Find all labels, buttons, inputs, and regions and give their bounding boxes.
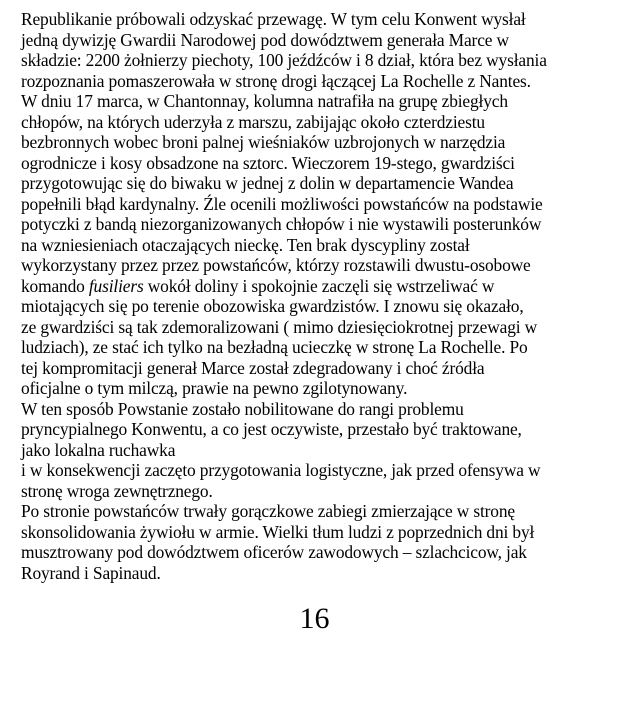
text-line: przygotowując się do biwaku w jednej z dolin w departamencie Wandea	[21, 173, 514, 193]
text-segment: komando	[21, 275, 89, 296]
text-line: Republikanie próbowali odzyskać przewagę. W tym celu Konwent wysłał	[21, 9, 526, 29]
text-line: jako lokalna ruchawka	[21, 439, 176, 460]
text-line: tej kompromitacji generał Marce został zdegradowany i choć źródła	[21, 357, 485, 378]
text-line: na wzniesieniach otaczających nieckę. Ten brak dyscypliny został	[21, 234, 470, 255]
page-number: 16	[299, 602, 330, 635]
text-line: miotających się po terenie obozowiska gwardzistów. I znowu się okazało,	[21, 296, 524, 316]
text-line: jedną dywizję Gwardii Narodowej pod dowództwem generała Marce w	[21, 29, 509, 50]
text-line: ogrodnicze i kosy obsadzone na sztorc. Wieczorem 19-stego, gwardziści	[21, 152, 515, 173]
text-line	[21, 276, 601, 297]
text-line: wykorzystany przez przez powstańców, którzy rozstawili dwustu-osobowe	[21, 255, 531, 275]
text-line: W ten sposób Powstanie zostało nobilitowane do rangi problemu	[21, 398, 464, 419]
text-line: musztrowany pod dowództwem oficerów zawodowych – szlachcicow, jak	[21, 542, 527, 562]
body-text	[21, 9, 601, 583]
text-line: potyczki z bandą niezorganizowanych chłopów i nie wystawili posterunków	[21, 214, 542, 234]
text-line: popełnili błąd kardynalny. Źle ocenili możliwości powstańców na podstawie	[21, 193, 543, 214]
text-line: oficjalne o tym milczą, prawie na pewno zgilotynowany.	[21, 378, 408, 398]
text-line: stronę wroga zewnętrznego.	[21, 480, 213, 501]
text-line: pryncypialnego Konwentu, a co jest oczywiste, przestało być traktowane,	[21, 419, 522, 439]
text-line: bezbronnych wobec broni palnej wieśniaków uzbrojonych w narzędzia	[21, 132, 506, 152]
text-line: rozpoznania pomaszerowała w stronę drogi łączącej La Rochelle z Nantes.	[21, 70, 531, 91]
text-line: W dniu 17 marca, w Chantonnay, kolumna natrafiła na grupę zbiegłych	[21, 91, 508, 111]
text-line: ludziach), ze stać ich tylko na bezładną ucieczkę w stronę La Rochelle. Po	[21, 337, 528, 357]
text-line: skonsolidowania żywiołu w armie. Wielki tłum ludzi z poprzednich dni był	[21, 521, 535, 542]
text-line: ze gwardziści są tak zdemoralizowani ( mimo dziesięciokrotnej przewagi w	[21, 316, 538, 337]
text-line: składzie: 2200 żołnierzy piechoty, 100 jeźdźców i 8 dział, która bez wysłania	[21, 50, 547, 70]
text-line: Royrand i Sapinaud.	[21, 562, 161, 583]
text-line: chłopów, na których uderzyła z marszu, zabijając około czterdziestu	[21, 111, 485, 132]
text-line: Po stronie powstańców trwały gorączkowe zabiegi zmierzające w stronę	[21, 501, 515, 521]
text-line: i w konsekwencji zaczęto przygotowania logistyczne, jak przed ofensywa w	[21, 460, 541, 480]
italic-term: fusiliers	[88, 275, 144, 296]
text-segment: wokół doliny i spokojnie zaczęli się wstrzeliwać w	[143, 275, 495, 296]
